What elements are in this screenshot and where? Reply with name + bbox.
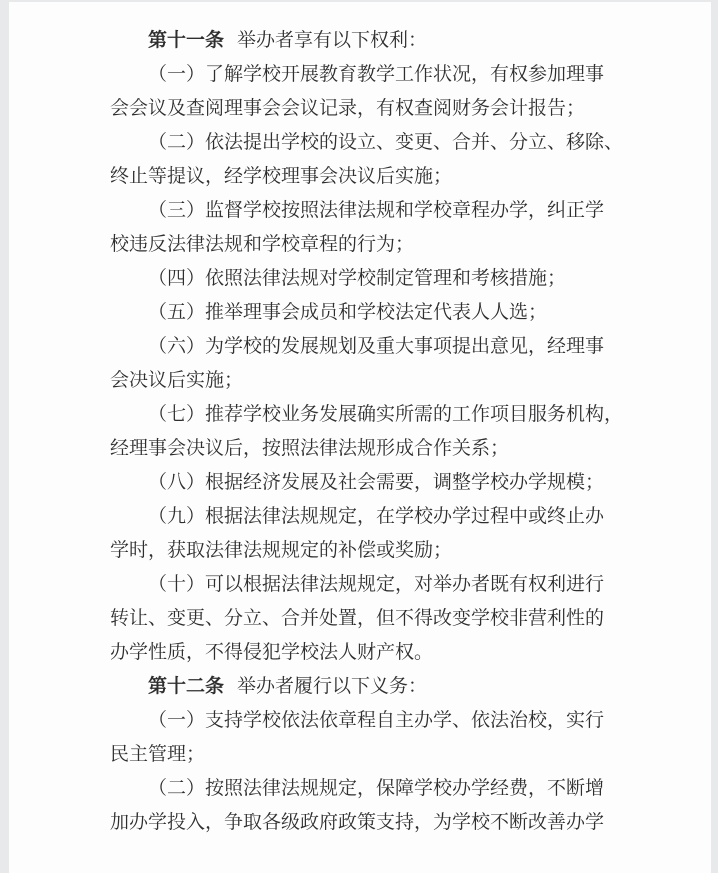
document-line: [110, 636, 622, 670]
line-text: 举办者享有以下权利：: [237, 30, 428, 51]
line-text: （七）推荐学校业务发展确实所需的工作项目服务机构，: [148, 404, 624, 425]
document-body: [110, 24, 622, 840]
line-text: 终止等提议，经学校理事会决议后实施；: [110, 166, 453, 187]
line-text: （二）依法提出学校的设立、变更、合并、分立、移除、: [148, 132, 624, 153]
document-line: [110, 228, 622, 262]
document-line: [110, 92, 622, 126]
line-text: 校违反法律法规和学校章程的行为；: [110, 234, 415, 255]
document-line: [110, 466, 622, 500]
document-line: [110, 806, 622, 840]
line-text: （六）为学校的发展规划及重大事项提出意见，经理事: [148, 336, 605, 357]
document-line: [110, 194, 622, 228]
line-text: （八）根据经济发展及社会需要，调整学校办学规模；: [148, 472, 605, 493]
line-text: 民主管理；: [110, 744, 206, 765]
line-text: 会会议及查阅理事会会议记录，有权查阅财务会计报告；: [110, 98, 586, 119]
line-text: 办学性质，不得侵犯学校法人财产权。: [110, 642, 434, 663]
document-line: [110, 58, 622, 92]
document-line: [110, 704, 622, 738]
line-text: 学时，获取法律法规规定的补偿或奖励；: [110, 540, 453, 561]
document-line: [110, 296, 622, 330]
document-line: [110, 772, 622, 806]
document-line: [110, 364, 622, 398]
line-text: （五）推举理事会成员和学校法定代表人人选；: [148, 302, 548, 323]
document-line: [110, 24, 622, 58]
line-text: （一）支持学校依法依章程自主办学、依法治校，实行: [148, 710, 605, 731]
line-text: 转让、变更、分立、合并处置，但不得改变学校非营利性的: [110, 608, 605, 629]
document-page: [9, 2, 711, 873]
document-line: [110, 500, 622, 534]
line-text: 加办学投入，争取各级政府政策支持，为学校不断改善办学: [110, 812, 605, 833]
article-number: 第十一条: [148, 30, 225, 51]
line-text: （十）可以根据法律法规规定，对举办者既有权利进行: [148, 574, 605, 595]
line-text: 经理事会决议后，按照法律法规形成合作关系；: [110, 438, 510, 459]
document-line: [110, 126, 622, 160]
document-line: [110, 738, 622, 772]
document-line: [110, 160, 622, 194]
line-text: （一）了解学校开展教育教学工作状况，有权参加理事: [148, 64, 605, 85]
document-line: [110, 602, 622, 636]
line-text: 会决议后实施；: [110, 370, 244, 391]
document-line: [110, 568, 622, 602]
article-number: 第十二条: [148, 676, 225, 697]
document-line: [110, 398, 622, 432]
document-line: [110, 330, 622, 364]
line-text: （四）依照法律法规对学校制定管理和考核措施；: [148, 268, 567, 289]
line-text: （九）根据法律法规规定，在学校办学过程中或终止办: [148, 506, 605, 527]
document-line: [110, 670, 622, 704]
line-text: 举办者履行以下义务：: [237, 676, 428, 697]
line-text: （三）监督学校按照法律法规和学校章程办学，纠正学: [148, 200, 605, 221]
document-line: [110, 534, 622, 568]
document-line: [110, 262, 622, 296]
document-line: [110, 432, 622, 466]
line-text: （二）按照法律法规规定，保障学校办学经费，不断增: [148, 778, 605, 799]
